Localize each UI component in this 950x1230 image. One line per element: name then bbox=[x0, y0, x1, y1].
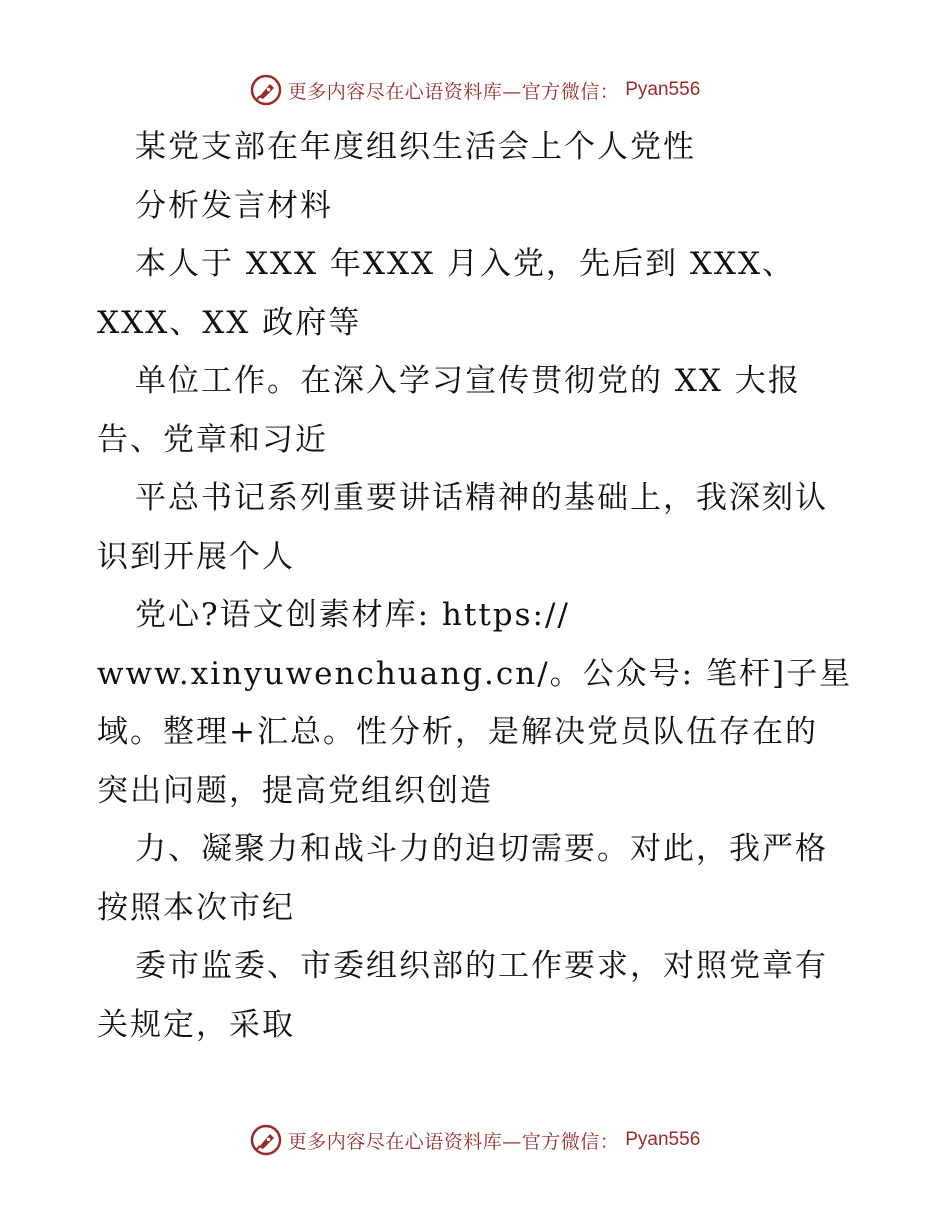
document-line: 单位工作。在深入学习宣传贯彻党的 XX 大报 bbox=[135, 363, 801, 399]
pen-nib-seal-icon bbox=[250, 1124, 282, 1156]
footer-watermark-account: Pyan556 bbox=[625, 1129, 701, 1150]
header-watermark-account: Pyan556 bbox=[625, 79, 701, 100]
document-body bbox=[97, 118, 897, 1054]
document-line: 本人于 XXX 年XXX 月入党，先后到 XXX、 bbox=[135, 246, 796, 282]
document-line: 党心?语文创素材库: https:// bbox=[135, 597, 570, 633]
document-line: 力、凝聚力和战斗力的迫切需要。对此，我严格 bbox=[135, 831, 828, 867]
document-line: www.xinyuwenchuang.cn/。公众号: 笔杆]子星 bbox=[97, 655, 853, 692]
footer-watermark-text: 更多内容尽在心语资料库—官方微信： bbox=[287, 1130, 620, 1153]
document-line: 突出问题，提高党组织创造 bbox=[97, 772, 493, 809]
document-line: 分析发言材料 bbox=[135, 187, 333, 224]
document-line: 委市监委、市委组织部的工作要求，对照党章有 bbox=[135, 948, 828, 984]
document-line: 平总书记系列重要讲话精神的基础上，我深刻认 bbox=[135, 480, 828, 516]
footer-watermark bbox=[0, 1120, 950, 1160]
header-watermark-text: 更多内容尽在心语资料库—官方微信： bbox=[287, 80, 620, 103]
document-line: 域。整理+汇总。性分析，是解决党员队伍存在的 bbox=[97, 714, 818, 750]
document-line: 告、党章和习近 bbox=[97, 421, 328, 458]
document-line: 关规定，采取 bbox=[97, 1006, 295, 1043]
document-line: 识到开展个人 bbox=[97, 538, 295, 575]
document-line: XXX、XX 政府等 bbox=[97, 304, 362, 341]
header-watermark bbox=[0, 70, 950, 110]
document-line: 某党支部在年度组织生活会上个人党性 bbox=[135, 129, 696, 165]
pen-nib-seal-icon bbox=[250, 74, 282, 106]
document-line: 按照本次市纪 bbox=[97, 889, 295, 926]
